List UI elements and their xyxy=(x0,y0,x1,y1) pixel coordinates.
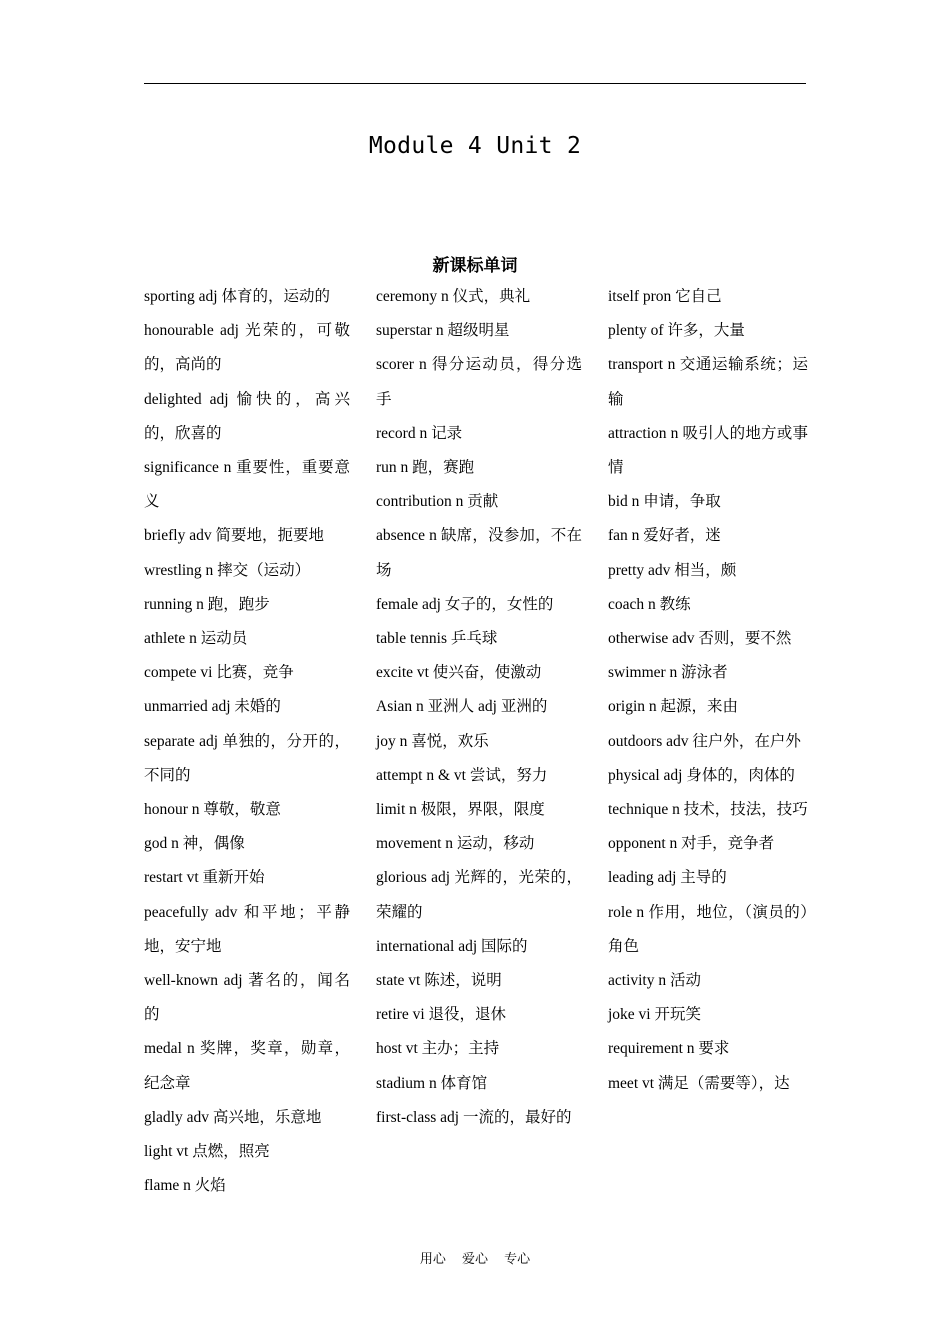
vocab-entry: plenty of 许多，大量 xyxy=(608,322,745,340)
vocab-column-2 xyxy=(376,280,582,1135)
vocab-column-1 xyxy=(144,280,350,1203)
vocab-entry: meet vt 满足（需要等），达 xyxy=(608,1074,790,1092)
vocab-entry: wrestling n 摔交（运动） xyxy=(144,561,311,579)
vocab-entry: god n 神，偶像 xyxy=(144,835,245,853)
vocab-entry: unmarried adj 未婚的 xyxy=(144,698,281,716)
vocab-entry: light vt 点燃，照亮 xyxy=(144,1143,270,1161)
vocab-entry: technique n 技术，技法，技巧 xyxy=(608,801,808,819)
vocab-entry: athlete n 运动员 xyxy=(144,630,248,648)
vocab-entry: glorious adj 光辉的，光荣的，荣耀的 xyxy=(376,869,582,921)
vocab-entry: swimmer n 游泳者 xyxy=(608,664,728,682)
vocab-entry: leading adj 主导的 xyxy=(608,869,727,887)
vocab-entry: record n 记录 xyxy=(376,424,463,442)
header-rule xyxy=(144,83,806,84)
vocab-entry: delighted adj 愉快的，高兴的，欣喜的 xyxy=(144,390,350,442)
vocab-entry: separate adj 单独的，分开的，不同的 xyxy=(144,732,350,784)
page-title: Module 4 Unit 2 xyxy=(368,133,582,159)
vocab-entry: first-class adj 一流的，最好的 xyxy=(376,1108,572,1126)
vocab-entry: running n 跑，跑步 xyxy=(144,595,270,613)
vocab-entry: absence n 缺席，没参加，不在场 xyxy=(376,527,582,579)
vocab-entry: activity n 活动 xyxy=(608,972,701,990)
vocab-entry: medal n 奖牌，奖章，勋章，纪念章 xyxy=(144,1040,350,1092)
vocab-entry: flame n 火焰 xyxy=(144,1177,226,1195)
vocab-entry: ceremony n 仪式，典礼 xyxy=(376,288,531,305)
vocab-entry: peacefully adv 和平地；平静地，安宁地 xyxy=(144,903,350,955)
vocab-entry: host vt 主办；主持 xyxy=(376,1040,500,1058)
vocab-entry: excite vt 使兴奋，使激动 xyxy=(376,664,542,682)
vocab-entry: stadium n 体育馆 xyxy=(376,1074,488,1092)
vocab-entry: attraction n 吸引人的地方或事情 xyxy=(608,424,808,477)
vocab-column-3 xyxy=(608,280,808,1101)
vocab-entry: role n 作用，地位，（演员的）角色 xyxy=(608,903,808,955)
vocab-entry: pretty adv 相当，颇 xyxy=(608,561,737,579)
vocab-entry: international adj 国际的 xyxy=(376,937,528,955)
vocab-entry: restart vt 重新开始 xyxy=(144,869,265,887)
vocab-entry: scorer n 得分运动员，得分选手 xyxy=(376,356,582,408)
vocab-entry: bid n 申请，争取 xyxy=(608,493,721,511)
vocab-entry: sporting adj 体育的，运动的 xyxy=(144,288,330,305)
vocab-entry: coach n 教练 xyxy=(608,595,691,613)
vocab-entry: limit n 极限，界限，限度 xyxy=(376,801,545,819)
page-footer: 用心 爱心 专心 xyxy=(419,1252,531,1267)
vocab-entry: outdoors adv 往户外，在户外 xyxy=(608,732,801,750)
vocab-entry: honour n 尊敬，敬意 xyxy=(144,801,281,819)
vocab-entry: compete vi 比赛，竞争 xyxy=(144,664,294,682)
vocab-entry: retire vi 退役，退休 xyxy=(376,1006,507,1024)
vocab-entry: opponent n 对手，竞争者 xyxy=(608,835,775,853)
vocab-entry: fan n 爱好者，迷 xyxy=(608,527,721,545)
vocab-entry: transport n 交通运输系统；运输 xyxy=(608,356,808,408)
vocab-entry: superstar n 超级明星 xyxy=(376,322,510,340)
vocab-entry: honourable adj 光荣的，可敬的，高尚的 xyxy=(144,322,350,374)
vocab-entry: run n 跑，赛跑 xyxy=(376,459,475,477)
vocab-entry: briefly adv 简要地，扼要地 xyxy=(144,527,324,545)
vocab-entry: joy n 喜悦，欢乐 xyxy=(376,732,489,750)
vocab-entry: attempt n & vt 尝试，努力 xyxy=(376,766,548,784)
vocab-entry: significance n 重要性，重要意义 xyxy=(144,459,350,511)
vocab-entry: well-known adj 著名的，闻名的 xyxy=(144,972,350,1024)
vocab-entry: origin n 起源，来由 xyxy=(608,698,739,716)
section-heading: 新课标单词 xyxy=(432,256,518,276)
vocab-entry: female adj 女子的，女性的 xyxy=(376,595,554,613)
vocab-entry: gladly adv 高兴地，乐意地 xyxy=(144,1108,322,1126)
vocab-entry: otherwise adv 否则，要不然 xyxy=(608,630,792,648)
vocab-entry: Asian n 亚洲人 adj 亚洲的 xyxy=(376,698,548,716)
vocab-entry: itself pron 它自己 xyxy=(608,288,722,305)
vocab-entry: contribution n 贡献 xyxy=(376,493,499,511)
vocab-entry: state vt 陈述，说明 xyxy=(376,972,502,990)
vocab-entry: physical adj 身体的，肉体的 xyxy=(608,766,795,784)
vocab-entry: table tennis 乒乓球 xyxy=(376,630,498,648)
vocab-entry: requirement n 要求 xyxy=(608,1040,730,1058)
vocab-entry: movement n 运动，移动 xyxy=(376,835,535,853)
vocab-entry: joke vi 开玩笑 xyxy=(608,1006,701,1024)
